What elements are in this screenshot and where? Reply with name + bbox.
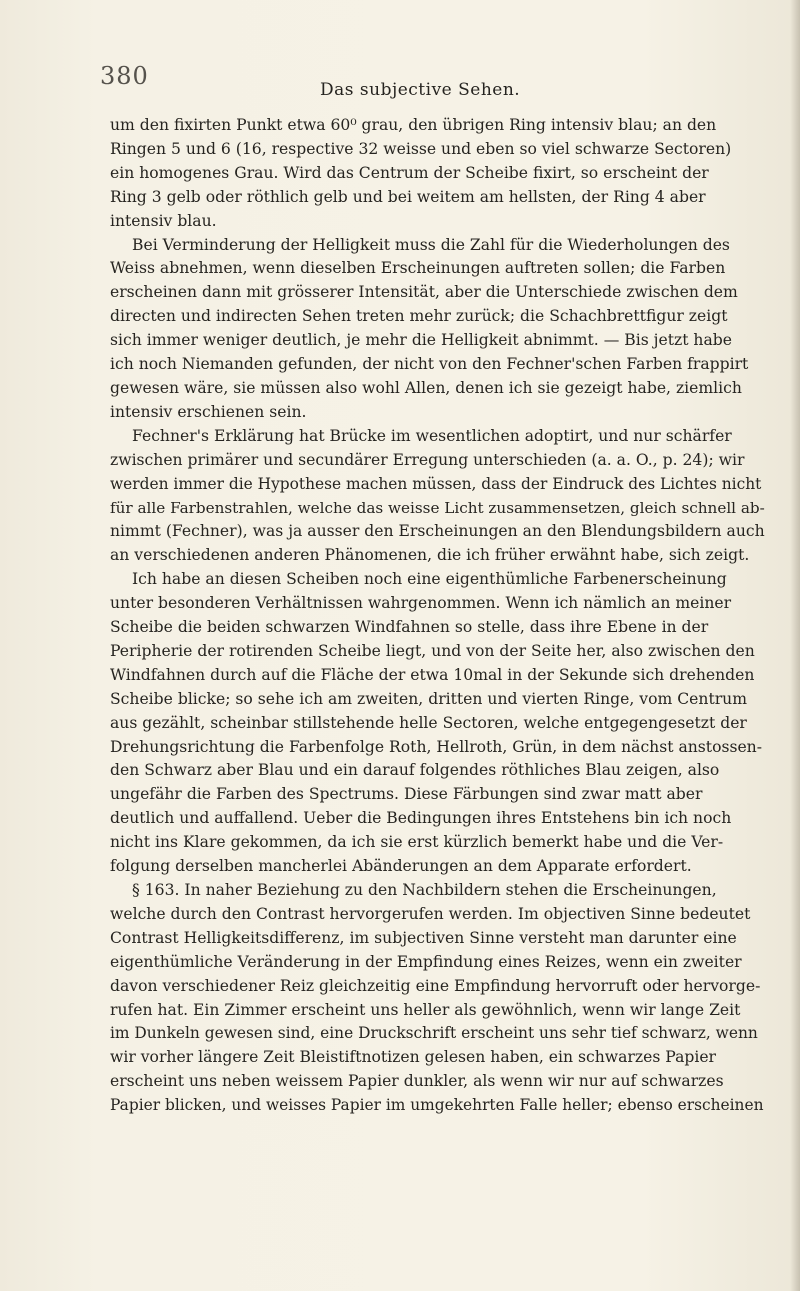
text-line: erscheint uns neben weissem Papier dunkler, als wenn wir nur auf schwarzes <box>110 1072 724 1091</box>
text-line: Ich habe an diesen Scheiben noch eine eigenthümliche Farbenerscheinung <box>132 570 727 589</box>
text-line: intensiv erschienen sein. <box>110 402 307 421</box>
text-line: gewesen wäre, sie müssen also wohl Allen, denen ich sie gezeigt habe, ziemlich <box>110 378 742 397</box>
text-line: Contrast Helligkeitsdifferenz, im subjectiven Sinne versteht man darunter eine <box>110 928 737 947</box>
text-line: Ringen 5 und 6 (16, respective 32 weisse und eben so viel schwarze Sectoren) <box>110 139 732 158</box>
text-line: nicht ins Klare gekommen, da ich sie erst kürzlich bemerkt habe und die Ver- <box>110 833 724 852</box>
text-line: deutlich und auffallend. Ueber die Bedingungen ihres Entstehens bin ich noch <box>110 809 732 828</box>
text-line: werden immer die Hypothese machen müssen, dass der Eindruck des Lichtes nicht <box>110 474 762 493</box>
text-line: Windfahnen durch auf die Fläche der etwa 10mal in der Sekunde sich drehenden <box>110 665 755 684</box>
text-line: rufen hat. Ein Zimmer erscheint uns heller als gewöhnlich, wenn wir lange Zeit <box>110 1000 741 1019</box>
text-line: Weiss abnehmen, wenn dieselben Erscheinungen auftreten sollen; die Farben <box>110 259 726 278</box>
text-line: für alle Farbenstrahlen, welche das weisse Licht zusammensetzen, gleich schnell ab- <box>110 498 765 517</box>
section-heading-line: § 163. In naher Beziehung zu den Nachbildern stehen die Erscheinungen, <box>132 881 717 899</box>
page-edge-shadow <box>790 0 800 1291</box>
text-line: ich noch Niemanden gefunden, der nicht von den Fechner'schen Farben frappirt <box>110 355 749 374</box>
text-line: Bei Verminderung der Helligkeit muss die Zahl für die Wiederholungen des <box>132 235 730 254</box>
text-line: wir vorher längere Zeit Bleistiftnotizen gelesen haben, ein schwarzes Papier <box>110 1048 717 1067</box>
text-line: Scheibe die beiden schwarzen Windfahnen so stelle, dass ihre Ebene in der <box>110 618 709 637</box>
page-number: 380 <box>100 62 149 90</box>
text-line: welche durch den Contrast hervorgerufen werden. Im objectiven Sinne bedeutet <box>110 904 751 923</box>
text-line: Scheibe blicke; so sehe ich am zweiten, dritten und vierten Ringe, vom Centrum <box>110 689 747 708</box>
text-line: ein homogenes Grau. Wird das Centrum der Scheibe fixirt, so erscheint der <box>110 163 709 182</box>
text-line: um den fixirten Punkt etwa 60⁰ grau, den übrigen Ring intensiv blau; an den <box>110 116 717 134</box>
text-line: eigenthümliche Veränderung in der Empfindung eines Reizes, wenn ein zweiter <box>110 952 742 971</box>
text-line: Drehungsrichtung die Farbenfolge Roth, Hellroth, Grün, in dem nächst anstossen- <box>110 737 762 756</box>
body-text <box>110 114 765 1118</box>
text-line: Ring 3 gelb oder röthlich gelb und bei weitem am hellsten, der Ring 4 aber <box>110 187 706 206</box>
text-line: an verschiedenen anderen Phänomenen, die ich früher erwähnt habe, sich zeigt. <box>110 546 750 565</box>
text-line: Fechner's Erklärung hat Brücke im wesentlichen adoptirt, und nur schärfer <box>132 426 732 445</box>
page-header <box>0 62 800 106</box>
text-line: aus gezählt, scheinbar stillstehende helle Sectoren, welche entgegengesetzt der <box>110 713 747 732</box>
text-line: sich immer weniger deutlich, je mehr die Helligkeit abnimmt. — Bis jetzt habe <box>110 331 732 350</box>
text-line: zwischen primärer und secundärer Erregung unterschieden (a. a. O., p. 24); wir <box>110 450 745 469</box>
text-line: folgung derselben mancherlei Abänderungen an dem Apparate erfordert. <box>110 857 692 876</box>
text-line: unter besonderen Verhältnissen wahrgenommen. Wenn ich nämlich an meiner <box>110 594 732 613</box>
text-line: erscheinen dann mit grösserer Intensität, aber die Unterschiede zwischen dem <box>110 283 738 302</box>
text-line: im Dunkeln gewesen sind, eine Druckschrift erscheint uns sehr tief schwarz, wenn <box>110 1024 758 1043</box>
text-line: den Schwarz aber Blau und ein darauf folgendes röthliches Blau zeigen, also <box>110 761 720 780</box>
text-line: intensiv blau. <box>110 211 217 230</box>
running-head: Das subjective Sehen. <box>320 80 521 100</box>
text-line: davon verschiedener Reiz gleichzeitig eine Empfindung hervorruft oder hervorge- <box>110 976 761 995</box>
text-line: nimmt (Fechner), was ja ausser den Erscheinungen an den Blendungsbildern auch <box>110 522 765 541</box>
text-line: ungefähr die Farben des Spectrums. Diese Färbungen sind zwar matt aber <box>110 785 703 804</box>
text-line: Papier blicken, und weisses Papier im umgekehrten Falle heller; ebenso erscheinen <box>110 1096 764 1115</box>
text-line: Peripherie der rotirenden Scheibe liegt, und von der Seite her, also zwischen den <box>110 641 755 660</box>
text-line: directen und indirecten Sehen treten mehr zurück; die Schachbrettfigur zeigt <box>110 307 728 326</box>
